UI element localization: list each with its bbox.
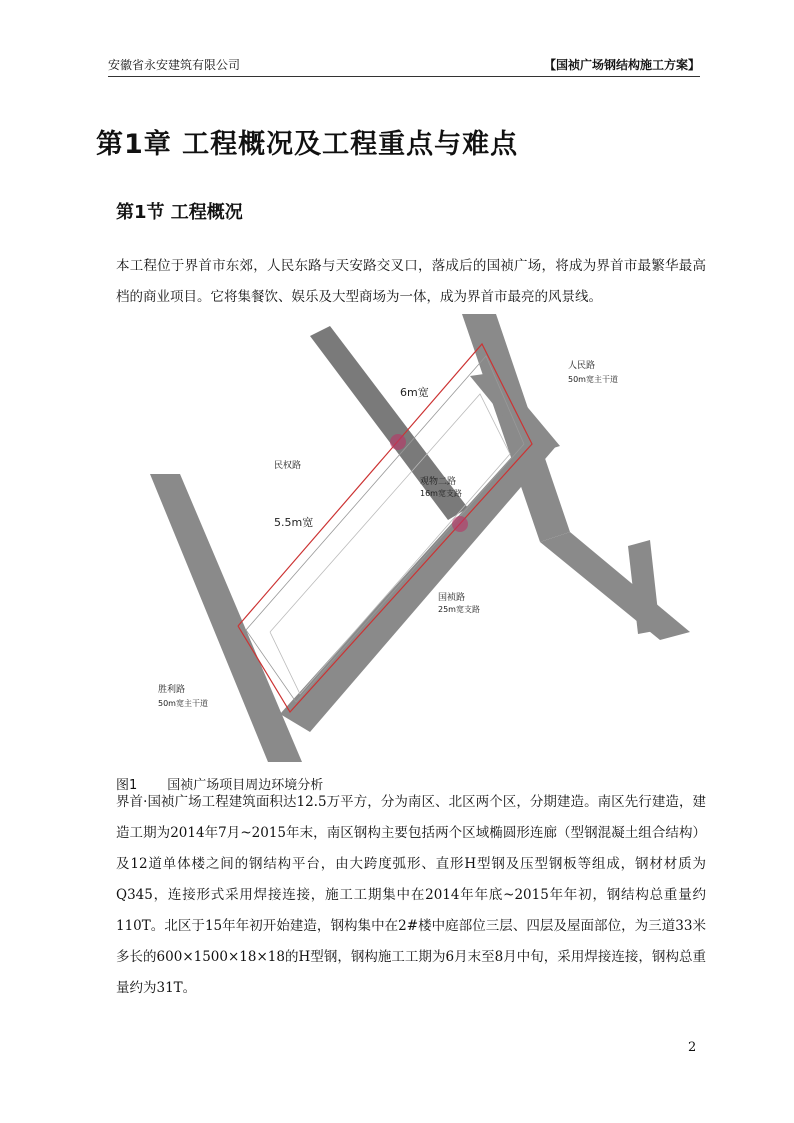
company-name: 安徽省永安建筑有限公司 — [108, 58, 241, 72]
label-minquan: 民权路 — [274, 461, 302, 471]
page-header — [108, 56, 700, 76]
site-plan-map — [150, 314, 696, 762]
intro-paragraph: 本工程位于界首市东郊，人民东路与天安路交叉口，落成后的国祯广场，将成为界首市最繁华最高档的商业项目。它将集餐饮、娱乐及大型商场为一体，成为界首市最亮的风景线。 — [116, 258, 706, 305]
label-guanwu: 观物二路 — [420, 477, 457, 487]
renmin-road-branch — [628, 540, 660, 634]
label-6m: 6m宽 — [400, 386, 429, 399]
page-number: 2 — [688, 1040, 697, 1055]
header-divider — [108, 76, 700, 77]
label-guozhen: 国祯路 — [438, 593, 466, 603]
figure-caption-text: 国祯广场项目周边环境分析 — [167, 778, 324, 793]
renmin-road-lower — [540, 532, 690, 640]
label-shengli: 胜利路 — [158, 685, 186, 695]
corridor-node-2 — [452, 516, 468, 532]
label-shengli-sub: 50m宽主干道 — [158, 699, 208, 708]
chapter-title: 第1章 工程概况及工程重点与难点 — [96, 129, 519, 160]
section-title: 第1节 工程概况 — [116, 202, 243, 223]
project-description-paragraph: 界首·国祯广场工程建筑面积达12.5万平方，分为南区、北区两个区，分期建造。南区先行建造，建造工期为2014年7月~2015年末，南区钢构主要包括两个区域椭圆形连廊（型钢混凝土组合结构）及12道单体楼之间的钢结构平台，由大跨度弧形、直形H型钢及压型钢板等组成，钢材材质为Q345，连接形式采用焊接连接，施工工期集中在2014年年底~2015年年初，钢结构总重量约110T。北区于15年年初开始建造，钢构集中在2#楼中庭部位三层、四层及屋面部位，为三道33米多长的600×1500×18×18的H型钢，钢构施工工期为6月末至8月中旬，采用焊接连接，钢构总重量约为31T。 — [116, 794, 706, 996]
label-guanwu-sub: 16m宽支路 — [420, 489, 462, 498]
figure-number: 图1 — [116, 778, 138, 793]
label-guozhen-sub: 25m宽支路 — [438, 605, 480, 614]
label-55m: 5.5m宽 — [274, 516, 314, 529]
corridor-node-1 — [390, 434, 406, 450]
site-plan-figure — [150, 314, 696, 762]
label-renmin-sub: 50m宽主干道 — [568, 375, 618, 384]
document-title: 【国祯广场钢结构施工方案】 — [543, 58, 700, 72]
label-renmin: 人民路 — [568, 361, 596, 371]
